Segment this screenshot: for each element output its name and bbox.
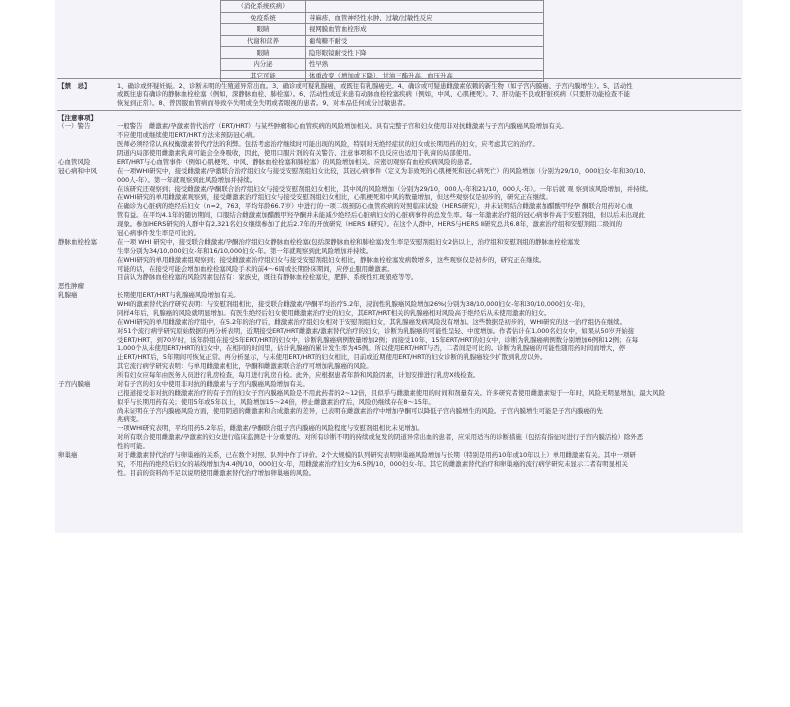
paragraph-line: 所有妇女应每年由医务人员进行乳房检查，每月进行乳房自检。此外，应根据患者年龄和风险因素，计划安排进行乳房X线检查。 bbox=[117, 371, 480, 379]
background-surface bbox=[0, 533, 790, 707]
paragraph-line: 在WHI研究的单用雌激素治疗组中，在5.2年的治疗后，雌激素治疗组妇女相对于安慰剂组妇女，其乳腺癌发病风险没有增加。这些数据是初步的，WHI研究的这一治疗组仍在继续。 bbox=[117, 317, 627, 326]
contraindications-line: 或既往患有确诊的静脉血栓栓塞（例如，深静脉血栓、肺栓塞）。6、活动性或近来患有动脉血栓栓塞疾病（例如，中风、心肌梗死）。7、肝功能不良或肝脏疾病（只要肝功能检查不能 bbox=[117, 90, 630, 99]
paragraph-line: 长期使用ERT/HRT与乳腺癌风险增加有关。 bbox=[117, 291, 240, 300]
body-system-cell: 内分泌 bbox=[221, 58, 306, 70]
paragraph-line: 止ERT/HRT后，5年期间可恢复正常。再分析显示，与未使用ERT/HRT的妇女相比，目前或近期使用ERT/HRT的妇女诊断的乳腺癌较少扩散到乳房以外。 bbox=[117, 353, 547, 362]
section-label: 乳腺癌 bbox=[58, 291, 78, 300]
paragraph-line: WHI的激素替代治疗研究表明：与安慰剂组相比，接受联合雌激素/孕酮平均治疗5.2年，浸润性乳腺癌风险增加26%(分别为38/10,000妇女-年和30/10,000妇女-年)， bbox=[117, 300, 590, 308]
body-system-cell: 眼睛 bbox=[221, 24, 306, 36]
paragraph-line: 一般警告 雌激素/孕激素替代治疗（ERT/HRT）与某些肿瘤和心血管疾病的风险增加相关。具有完整子宫和妇女使用非对抗雌激素与子宫内膜癌风险增加有关。 bbox=[117, 122, 568, 131]
body-system-cell: 免疫系统 bbox=[221, 12, 306, 24]
adverse-effects-cell: 隐形眼镜耐受性下降 bbox=[306, 47, 544, 59]
paragraph-line: 已报道接受非对抗的雌激素治疗的有子宫的妇女子宫内膜癌风险是不用此药者的2~12倍，且似乎与雌激素使用的时间和剂量有关。许多研究者使用雌激素短于一年时，风险无明显增加，最大风险 bbox=[117, 388, 665, 397]
leaflet-page bbox=[55, 0, 743, 533]
section-label: 恶性肿瘤 bbox=[58, 282, 84, 291]
paragraph-line: 似乎与长期用药有关；使用5年或5年以上，风险增加15～24倍，停止雌激素治疗后，风险仍继续存在8～15年。 bbox=[117, 397, 435, 406]
paragraph-line: 目前认为静脉血栓栓塞的风险因素包括有：家族史，既往有静脉血栓栓塞史，肥胖、系统性红斑狼疮等等。 bbox=[117, 273, 418, 282]
paragraph-line: 在WHI研究的单用雌激素观察到，接受雌激素治疗组妇女与接受安慰剂组妇女相比，心肌梗死和中风的数量增加，但这些观察仅是初步的，研究正在继续。 bbox=[117, 193, 552, 202]
paragraph-line: 阴道内局部使用雌激素乳膏可能会全身吸收，因此，使用口服片剂的有关警告、注意事项和不良反应也适用于乳膏的局部使用。 bbox=[117, 149, 475, 157]
paragraph-line: 尚未证明在子宫内膜癌风险方面，使用阴道的雌激素和合成激素的差异，已表明在雌激素治疗中增加孕酮可以降低子宫内膜增生的风险。子宫内膜增生可能是子宫内膜癌的先 bbox=[117, 406, 603, 415]
paragraph-line: 在一项WHI研究中，接受雌激素/孕激联合治疗组妇女与接受安慰剂组妇女比较，其冠心病事件（定义为非致死的心肌梗死和冠心病死亡）的风险增加（分别为29/10，000妇女-年和30/10, bbox=[117, 166, 646, 175]
contraindications-line: 恢复到正常）。8、曾因服血管病而导致卒失明或全失明或者眼视的患者。9、对本品任何成分过敏患者。 bbox=[117, 98, 410, 107]
section-label: 静脉血栓栓塞 bbox=[58, 237, 97, 246]
section-divider bbox=[57, 78, 741, 79]
adverse-reaction-table bbox=[220, 0, 544, 82]
paragraph-line: 其它流行病学研究表明：与单用雌激素相比，孕酮和雌激素联合治疗可增加乳腺癌的风险。 bbox=[117, 362, 373, 371]
paragraph-line: 兆病变。 bbox=[117, 415, 143, 424]
paragraph-line: 000人-年）。第一年就观察到此风险增加并持续。 bbox=[117, 175, 257, 184]
adverse-effects-cell: 荨麻疹、血管神经性水肿、过敏/过敏性反应 bbox=[306, 12, 544, 24]
table-row bbox=[221, 47, 544, 59]
paragraph-line: 究，不用药的绝经后妇女的基线增加为4.4例/10，000妇女-年，用雌激素治疗妇女为6.5例/10，000妇女-年。其它的雌激素替代治疗和卵巢癌的流行病学研究未显示二者有明显相关 bbox=[117, 459, 628, 468]
contraindications-line: 1、确诊或怀疑妊娠。2、诊断未明的生殖道异常出血。3、确诊或可疑乳腺癌，或既往有乳腺癌史。4、确诊或可疑患雌激素依赖的新生物（如子宫内膜癌、子宫内膜增生）。5、活动性 bbox=[117, 82, 633, 90]
paragraph-line: 可能的话，在接受可能会增加血栓栓塞风险手术的前4～6周或长期卧床期间，应停止服用雌激素。 bbox=[117, 264, 394, 273]
table-row bbox=[221, 24, 544, 36]
table-row bbox=[221, 35, 544, 47]
adverse-effects-cell bbox=[306, 1, 544, 13]
paragraph-line: ERT/HRT与心血管事件（例如心肌梗死、中风、静脉血栓栓塞和肺栓塞）的风险增加相关。应密切观察有血栓疾病风险的患者。 bbox=[117, 157, 477, 166]
paragraph-line: 冠心病事件发生率是可比的。 bbox=[117, 229, 201, 237]
precautions-heading: 【注意事项】 bbox=[58, 114, 97, 122]
paragraph-line: 生率分别为34/10,000妇女-年和16/10,000妇女-年。第一年就观察到此风险增加并持续。 bbox=[117, 246, 373, 255]
contraindications-heading: 【禁 忌】 bbox=[58, 82, 91, 90]
paragraph-line: 在该研究还观察到；接受雌激素/孕酮联合治疗组妇女与接受安慰剂组妇女相比，其中风的风险增加（分别为29/10，000人-年和21/10，000人-年）。一年后就 观 察到该风险增加，并持续。 bbox=[117, 184, 653, 193]
body-system-cell: 代谢和营养 bbox=[221, 35, 306, 47]
table-row bbox=[221, 12, 544, 24]
paragraph-line: 性。目前的资料尚不足以说明使用雌激素替代治疗增加卵巢癌的风险。 bbox=[117, 468, 316, 477]
paragraph-line: 一项WHI研究表明，平均用药5.2年后，雌激素/孕酮联合组子宫内膜癌的风险程度与安慰剂组相比未见增加。 bbox=[117, 424, 424, 433]
paragraph-line: 同样4年后，乳腺癌的风险就明显增加。有医生绝经后妇女使用雌激素治疗史的妇女，其ERT/HRT相关的乳腺癌相对风险高于绝经后从未使用激素的妇女。 bbox=[117, 308, 551, 317]
paragraph-line: 医师必须经常认真权衡激素替代疗法的利弊。包括考虑治疗继续时可能出现的风险，特别对无绝经症状的妇女或长期用药的妇女，应考虑其它的治疗。 bbox=[117, 140, 539, 149]
body-system-cell: 眼睛 bbox=[221, 47, 306, 59]
adverse-effects-cell: 体重改变（增加或下降）、甘油三酯升高、血压升高 bbox=[306, 70, 544, 82]
body-system-cell: （消化系统疾病） bbox=[221, 1, 306, 13]
table-row bbox=[221, 58, 544, 70]
paragraph-line: 对51个流行病学研究原始数据的再分析表明，近期接受ERT/HRT雌激素/激素替代治疗的妇女，诊断为乳腺癌的可能性呈轻、中度增加。作者估计在1,000名妇女中，如果从50岁开始接 bbox=[117, 326, 635, 335]
paragraph-line: 在WHI研究的单用雌激素组观察到；接受雌激素治疗组妇女与接受安慰剂组妇女相比，静脉血栓栓塞发病数增多，这些观察仅是初步的，研究正在继续。 bbox=[117, 255, 546, 264]
paragraph-line: 1,000个从未使用ERT/HRT的妇女中，在相同的时间里，估计乳腺癌的累计发生率为45例。所以使用ERT/HRT与否，二者间是可比的。诊断为乳腺癌的可能性随用药时间而增大，停 bbox=[117, 344, 626, 353]
table-row bbox=[221, 1, 544, 13]
warnings-subheading: （一）警告 bbox=[58, 122, 91, 131]
table-row bbox=[221, 70, 544, 82]
section-label: 冠心病和中风 bbox=[58, 166, 97, 175]
paragraph-line: 管有益。在平均4.1年的随访期间，口服结合雌激素加醋酸甲羟孕酮并未能减少绝经后心脏病妇女的心脏病事件的总发生率。每一年激素治疗组的冠心病事件高于安慰剂组，但以后未出现此 bbox=[117, 211, 645, 220]
section-label: 子宫内膜癌 bbox=[58, 379, 91, 388]
paragraph-line: 现象。参加HERS研究的人群中有2,321名妇女继续参加了此后2.7年的开放研究（HERS Ⅱ研究）。在这个人群中，HERS与HERS Ⅱ研究总共6.8年，激素治疗组和安慰剂组二级间的 bbox=[117, 220, 622, 229]
paragraph-line: 对有子宫的妇女中使用非对抗的雌激素与子宫内膜癌风险增加有关。 bbox=[117, 379, 309, 388]
paragraph-line: 不应使用或继续使用ERT/HRT方法来预防冠心病。 bbox=[117, 131, 259, 140]
paragraph-line: 性的可能。 bbox=[117, 442, 149, 451]
adverse-effects-cell: 性早熟 bbox=[306, 58, 544, 70]
section-label: 心血管风险 bbox=[58, 157, 91, 166]
adverse-effects-cell: 葡萄糖不耐受 bbox=[306, 35, 544, 47]
paragraph-line: 对于雌激素替代治疗与卵巢癌的关系，已在数个对照、队列中作了评价。2个大规模的队列研究表明卵巢癌风险增加与长期（特别是用药10年或10年以上）单用雌激素有关。其中一项研 bbox=[117, 451, 636, 459]
section-label: 卵巢癌 bbox=[58, 451, 78, 459]
paragraph-line: 受ERT/HRT，到70岁时，该年龄组在接受5年ERT/HRT的妇女中，诊断乳腺癌病例数量增加2例；而接受10年、15年ERT/HRT的妇女中，诊断为乳腺癌病例数分别增加6例和12例；在每 bbox=[117, 335, 639, 344]
section-divider bbox=[57, 110, 741, 111]
paragraph-line: 在确诊为心脏病的绝经后妇女（n=2，763，平均年龄66.7岁）中进行的一项二级预防心血管疾病的对照临床试验（HERS研究），并未证明结合雌激素加醋酸甲羟孕 酮联合用药对心血 bbox=[117, 202, 634, 211]
paragraph-line: 在一项 WHI 研究中，接受联合雌激素/孕酮治疗组妇女静脉血栓栓塞(包括深静脉血栓和肺栓塞)发生率是安慰剂组妇女2倍以上，治疗组和安慰剂组的静脉血栓栓塞发 bbox=[117, 237, 580, 246]
body-system-cell: 其它可能 bbox=[221, 70, 306, 82]
paragraph-line: 对所有联合使用雌激素/孕激素的妇女进行临床监测是十分重要的。对所有诊断不明的持续或复发的阴道异常出血的患者，应采用适当的诊断措施（包括有指征时进行子宫内膜活检）除外恶 bbox=[117, 433, 644, 442]
adverse-effects-cell: 视网膜血管血栓形成 bbox=[306, 24, 544, 36]
